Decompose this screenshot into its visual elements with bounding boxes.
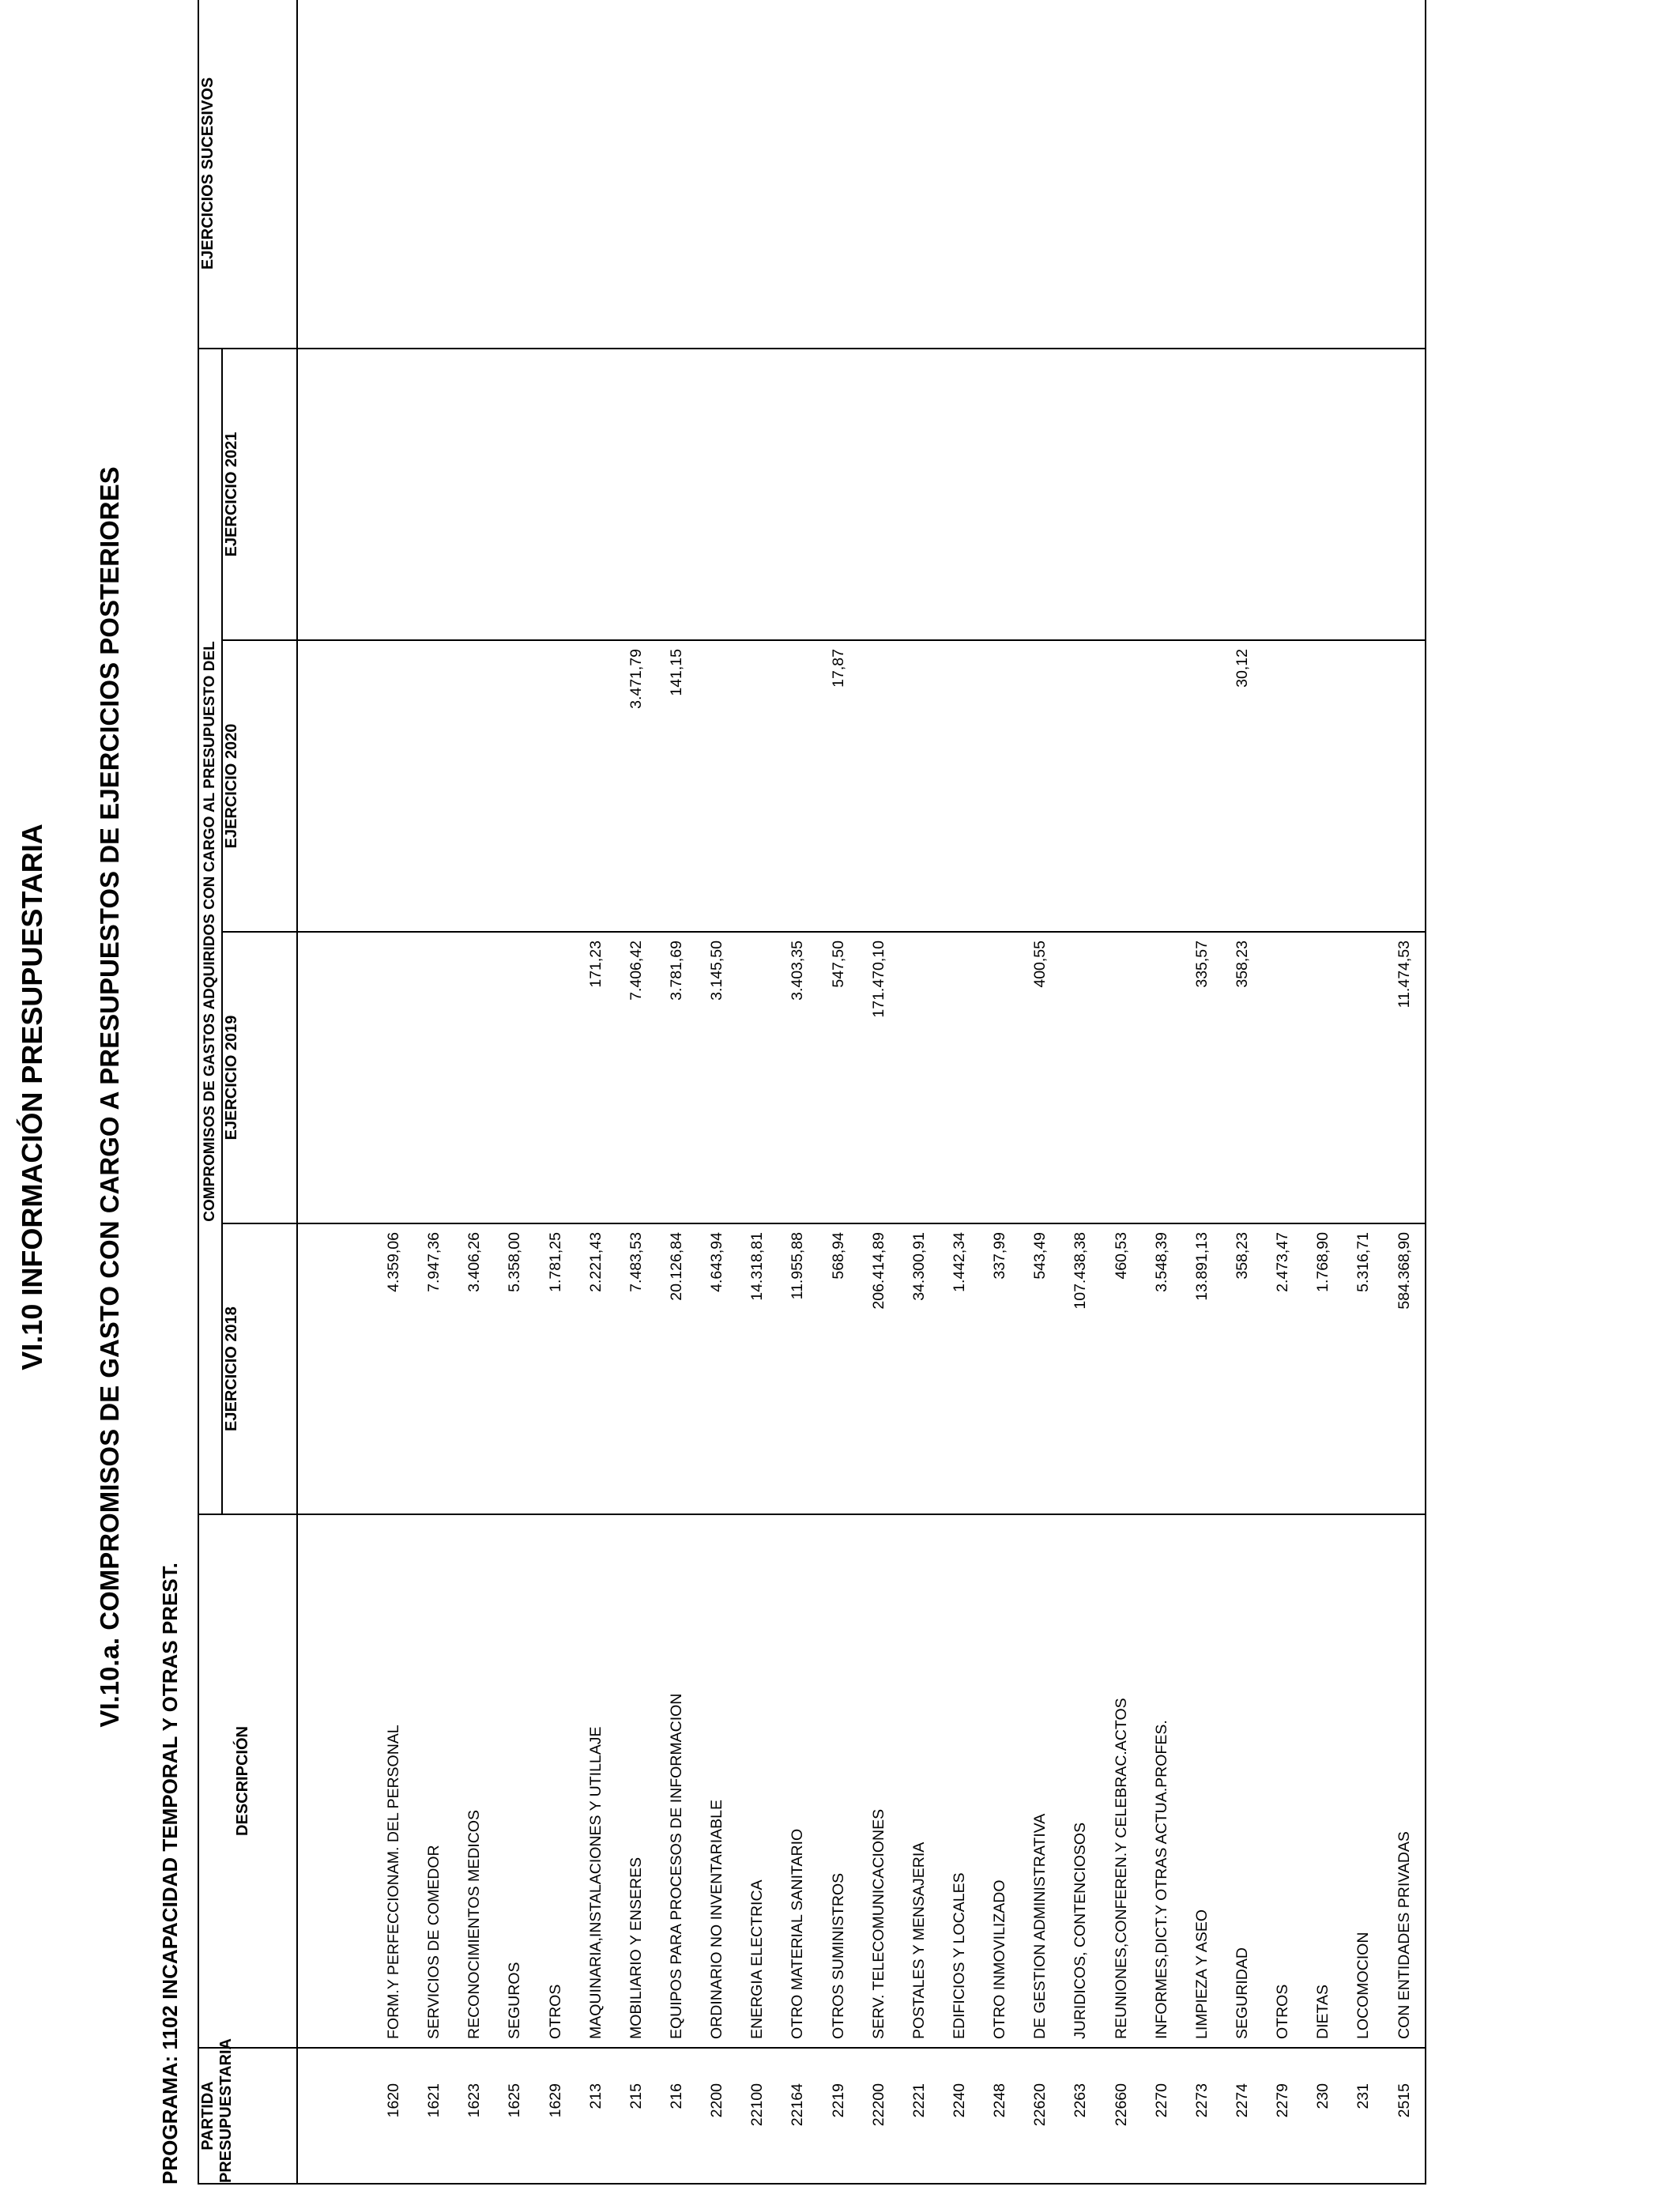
row-15-y2021 <box>980 349 1020 639</box>
row-18-y2020 <box>1102 641 1142 931</box>
row-22-suc <box>1263 0 1303 348</box>
row-4-y2018: 1.781,25 <box>546 1232 564 1292</box>
row-1-y2020 <box>414 641 454 931</box>
row-19-y2018: 3.548,39 <box>1152 1232 1170 1292</box>
row-5-y2020 <box>576 641 616 931</box>
row-8-y2020 <box>697 641 737 931</box>
row-4-code: 1629 <box>546 2083 564 2118</box>
row-5-suc <box>576 0 616 348</box>
row-9-suc <box>737 0 778 348</box>
row-19-y2019 <box>1142 933 1182 1223</box>
row-5-y2021 <box>576 349 616 639</box>
row-25-y2020 <box>1384 641 1425 931</box>
row-17-y2018: 107.438,38 <box>1072 1232 1090 1310</box>
row-10-y2018: 11.955,88 <box>789 1232 807 1300</box>
row-18-y2018: 460,53 <box>1112 1232 1130 1280</box>
row-20-y2020 <box>1182 641 1222 931</box>
row-24-y2019 <box>1343 933 1384 1223</box>
budget-table <box>198 0 1426 2185</box>
header-2020: EJERCICIO 2020 <box>222 640 297 932</box>
row-23-y2018: 1.768,90 <box>1314 1232 1332 1292</box>
row-2-y2018: 3.406,26 <box>465 1232 484 1292</box>
row-2-suc <box>454 0 495 348</box>
row-9-y2018: 14.318,81 <box>748 1232 767 1301</box>
row-2-y2020 <box>454 641 495 931</box>
row-21-y2019: 358,23 <box>1233 941 1251 988</box>
row-15-y2018: 337,99 <box>991 1232 1009 1280</box>
row-8-suc <box>697 0 737 348</box>
row-7-y2019: 3.781,69 <box>667 941 685 1001</box>
row-17-code: 2263 <box>1072 2083 1090 2118</box>
row-15-suc <box>980 0 1020 348</box>
row-7-code: 216 <box>667 2083 685 2109</box>
row-3-y2018: 5.358,00 <box>506 1232 524 1292</box>
header-compromisos-group: COMPROMISOS DE GASTOS ADQUIRIDOS CON CARGO AL PRESUPUESTO DEL <box>198 349 222 1514</box>
header-partida-line1: PARTIDA <box>199 2081 217 2151</box>
row-14-desc: EDIFICIOS Y LOCALES <box>950 1872 968 2039</box>
row-13-y2020 <box>899 641 940 931</box>
row-0-y2020 <box>374 641 414 931</box>
row-3-desc: SEGUROS <box>506 1962 524 2039</box>
row-10-suc <box>778 0 818 348</box>
row-7-y2020: 141,15 <box>667 649 685 696</box>
row-16-y2020 <box>1020 641 1060 931</box>
row-8-desc: ORDINARIO NO INVENTARIABLE <box>708 1799 726 2039</box>
row-0-desc: FORM.Y PERFECCIONAM. DEL PERSONAL <box>385 1725 402 2039</box>
row-11-y2020: 17,87 <box>829 649 847 688</box>
row-24-code: 231 <box>1354 2083 1373 2109</box>
header-2019: EJERCICIO 2019 <box>222 932 297 1223</box>
row-6-suc <box>616 0 657 348</box>
header-descripcion: DESCRIPCIÓN <box>198 1514 297 2048</box>
row-21-suc <box>1222 0 1263 348</box>
row-3-y2019 <box>495 933 535 1223</box>
row-12-y2021 <box>859 349 899 639</box>
row-2-code: 1623 <box>465 2083 484 2118</box>
row-5-desc: MAQUINARIA,INSTALACIONES Y UTILLAJE <box>586 1726 605 2039</box>
row-16-desc: DE GESTION ADMINISTRATIVA <box>1031 1813 1049 2039</box>
row-1-y2019 <box>414 933 454 1223</box>
row-12-y2019: 171.470,10 <box>869 941 887 1018</box>
row-1-y2021 <box>414 349 454 639</box>
page-title: VI.10 INFORMACIÓN PRESUPUESTARIA <box>16 824 48 1370</box>
row-16-y2021 <box>1020 349 1060 639</box>
row-16-code: 22620 <box>1031 2083 1049 2127</box>
row-22-y2021 <box>1263 349 1303 639</box>
row-16-y2019: 400,55 <box>1031 941 1049 988</box>
row-23-desc: DIETAS <box>1314 1985 1332 2039</box>
row-18-y2021 <box>1102 349 1142 639</box>
row-11-y2021 <box>819 349 859 639</box>
row-13-suc <box>899 0 940 348</box>
row-18-y2019 <box>1102 933 1142 1223</box>
row-9-y2021 <box>737 349 778 639</box>
row-3-y2021 <box>495 349 535 639</box>
row-15-code: 2248 <box>991 2083 1009 2118</box>
row-23-y2020 <box>1303 641 1343 931</box>
row-25-suc <box>1384 0 1425 348</box>
row-10-y2020 <box>778 641 818 931</box>
row-17-desc: JURIDICOS, CONTENCIOSOS <box>1072 1822 1090 2039</box>
row-20-suc <box>1182 0 1222 348</box>
row-19-y2021 <box>1142 349 1182 639</box>
row-17-suc <box>1060 0 1101 348</box>
row-8-y2021 <box>697 349 737 639</box>
row-3-code: 1625 <box>506 2083 524 2118</box>
row-23-suc <box>1303 0 1343 348</box>
row-20-code: 2273 <box>1192 2083 1211 2118</box>
row-12-suc <box>859 0 899 348</box>
row-11-code: 2219 <box>829 2083 847 2118</box>
ejercicios-sucesivos-column <box>297 0 1426 349</box>
row-4-y2020 <box>536 641 576 931</box>
row-8-code: 2200 <box>708 2083 726 2118</box>
row-14-y2020 <box>940 641 980 931</box>
row-13-desc: POSTALES Y MENSAJERIA <box>910 1842 928 2039</box>
row-1-desc: SERVICIOS DE COMEDOR <box>425 1845 443 2039</box>
row-24-suc <box>1343 0 1384 348</box>
row-5-y2019: 171,23 <box>586 941 605 988</box>
row-19-desc: INFORMES,DICT.Y OTRAS ACTUA.PROFES. <box>1152 1720 1170 2039</box>
row-25-code: 2515 <box>1395 2083 1413 2118</box>
row-16-suc <box>1020 0 1060 348</box>
row-6-desc: MOBILIARIO Y ENSERES <box>627 1857 645 2039</box>
row-14-code: 2240 <box>950 2083 968 2118</box>
row-18-suc <box>1102 0 1142 348</box>
row-17-y2020 <box>1060 641 1101 931</box>
row-8-y2019: 3.145,50 <box>708 941 726 1001</box>
row-3-suc <box>495 0 535 348</box>
row-22-code: 2279 <box>1274 2083 1292 2118</box>
ejercicio-2020-column <box>297 640 1426 932</box>
row-25-y2021 <box>1384 349 1425 639</box>
row-25-y2018: 584.368,90 <box>1395 1232 1413 1310</box>
row-14-y2021 <box>940 349 980 639</box>
row-9-y2019 <box>737 933 778 1223</box>
row-25-y2019: 11.474,53 <box>1395 941 1413 1008</box>
row-21-desc: SEGURIDAD <box>1233 1947 1251 2039</box>
row-7-y2018: 20.126,84 <box>667 1232 685 1301</box>
row-7-desc: EQUIPOS PARA PROCESOS DE INFORMACION <box>667 1693 685 2039</box>
row-4-suc <box>536 0 576 348</box>
row-25-desc: CON ENTIDADES PRIVADAS <box>1395 1831 1413 2039</box>
ejercicio-2019-column <box>297 932 1426 1223</box>
row-6-y2021 <box>616 349 657 639</box>
row-4-y2019 <box>536 933 576 1223</box>
row-7-suc <box>657 0 697 348</box>
row-4-y2021 <box>536 349 576 639</box>
row-6-y2018: 7.483,53 <box>627 1232 645 1292</box>
row-21-code: 2274 <box>1233 2083 1251 2118</box>
row-13-y2018: 34.300,91 <box>910 1232 928 1301</box>
row-13-code: 2221 <box>910 2083 928 2118</box>
row-21-y2020: 30,12 <box>1233 649 1251 688</box>
row-23-code: 230 <box>1314 2083 1332 2109</box>
row-15-desc: OTRO INMOVILIZADO <box>991 1879 1009 2039</box>
row-0-y2018: 4.359,06 <box>385 1232 402 1292</box>
row-12-y2020 <box>859 641 899 931</box>
row-10-y2019: 3.403,35 <box>789 941 807 1001</box>
row-11-y2018: 568,94 <box>829 1232 847 1280</box>
header-partida <box>198 2038 297 2184</box>
row-10-y2021 <box>778 349 818 639</box>
row-20-y2018: 13.891,13 <box>1192 1232 1211 1301</box>
row-0-code: 1620 <box>385 2083 402 2118</box>
row-0-y2021 <box>374 349 414 639</box>
row-20-y2021 <box>1182 349 1222 639</box>
row-2-y2019 <box>454 933 495 1223</box>
row-19-y2020 <box>1142 641 1182 931</box>
row-21-y2021 <box>1222 349 1263 639</box>
row-5-y2018: 2.221,43 <box>586 1232 605 1292</box>
page-subtitle: VI.10.a. COMPROMISOS DE GASTO CON CARGO A PRESUPUESTOS DE EJERCICIOS POSTERIORES <box>95 466 124 1728</box>
header-2021: EJERCICIO 2021 <box>222 349 297 640</box>
row-0-suc <box>374 0 414 348</box>
row-22-desc: OTROS <box>1274 1984 1292 2039</box>
row-11-suc <box>819 0 859 348</box>
row-15-y2019 <box>980 933 1020 1223</box>
row-4-desc: OTROS <box>546 1984 564 2039</box>
row-16-y2018: 543,49 <box>1031 1232 1049 1280</box>
row-19-code: 2270 <box>1152 2083 1170 2118</box>
row-11-desc: OTROS SUMINISTROS <box>829 1872 847 2039</box>
row-17-y2021 <box>1060 349 1101 639</box>
row-9-desc: ENERGIA ELECTRICA <box>748 1879 767 2039</box>
row-1-suc <box>414 0 454 348</box>
ejercicio-2018-column <box>297 1223 1426 1514</box>
row-9-code: 22100 <box>748 2083 767 2127</box>
row-20-desc: LIMPIEZA Y ASEO <box>1192 1909 1211 2039</box>
row-13-y2021 <box>899 349 940 639</box>
row-6-y2019: 7.406,42 <box>627 941 645 1001</box>
row-23-y2019 <box>1303 933 1343 1223</box>
row-1-y2018: 7.947,36 <box>425 1232 443 1292</box>
header-sucesivos: EJERCICIOS SUCESIVOS <box>198 0 297 349</box>
row-22-y2020 <box>1263 641 1303 931</box>
row-8-y2018: 4.643,94 <box>708 1232 726 1292</box>
row-22-y2018: 2.473,47 <box>1274 1232 1292 1292</box>
row-6-y2020: 3.471,79 <box>627 649 645 709</box>
row-2-y2021 <box>454 349 495 639</box>
row-24-y2018: 5.316,71 <box>1354 1232 1373 1292</box>
row-21-y2018: 358,23 <box>1233 1232 1251 1280</box>
descripcion-column <box>297 1514 1426 2048</box>
row-12-code: 22200 <box>869 2083 887 2127</box>
row-23-y2021 <box>1303 349 1343 639</box>
row-11-y2019: 547,50 <box>829 941 847 988</box>
row-17-y2019 <box>1060 933 1101 1223</box>
row-24-y2020 <box>1343 641 1384 931</box>
row-6-code: 215 <box>627 2083 645 2109</box>
row-2-desc: RECONOCIMIENTOS MEDICOS <box>465 1810 484 2039</box>
row-24-y2021 <box>1343 349 1384 639</box>
row-22-y2019 <box>1263 933 1303 1223</box>
row-24-desc: LOCOMOCION <box>1354 1932 1373 2039</box>
row-15-y2020 <box>980 641 1020 931</box>
row-14-suc <box>940 0 980 348</box>
row-20-y2019: 335,57 <box>1192 941 1211 988</box>
partida-column <box>297 2048 1426 2184</box>
row-3-y2020 <box>495 641 535 931</box>
row-18-code: 22660 <box>1112 2083 1130 2127</box>
row-18-desc: REUNIONES,CONFEREN.Y CELEBRAC.ACTOS <box>1112 1698 1130 2039</box>
row-0-y2019 <box>374 933 414 1223</box>
programa-label: PROGRAMA: 1102 INCAPACIDAD TEMPORAL Y OTRAS PREST. <box>158 1563 182 2185</box>
row-9-y2020 <box>737 641 778 931</box>
row-12-y2018: 206.414,89 <box>869 1232 887 1310</box>
row-19-suc <box>1142 0 1182 348</box>
row-14-y2018: 1.442,34 <box>950 1232 968 1292</box>
row-7-y2021 <box>657 349 697 639</box>
row-14-y2019 <box>940 933 980 1223</box>
row-13-y2019 <box>899 933 940 1223</box>
header-partida-line2: PRESUPUESTARIA <box>217 2038 235 2183</box>
row-12-desc: SERV. TELECOMUNICACIONES <box>869 1808 887 2039</box>
header-2018: EJERCICIO 2018 <box>222 1223 297 1514</box>
ejercicio-2021-column <box>297 349 1426 640</box>
row-1-code: 1621 <box>425 2083 443 2118</box>
row-10-code: 22164 <box>789 2083 807 2127</box>
row-5-code: 213 <box>586 2083 605 2109</box>
row-10-desc: OTRO MATERIAL SANITARIO <box>789 1828 807 2039</box>
